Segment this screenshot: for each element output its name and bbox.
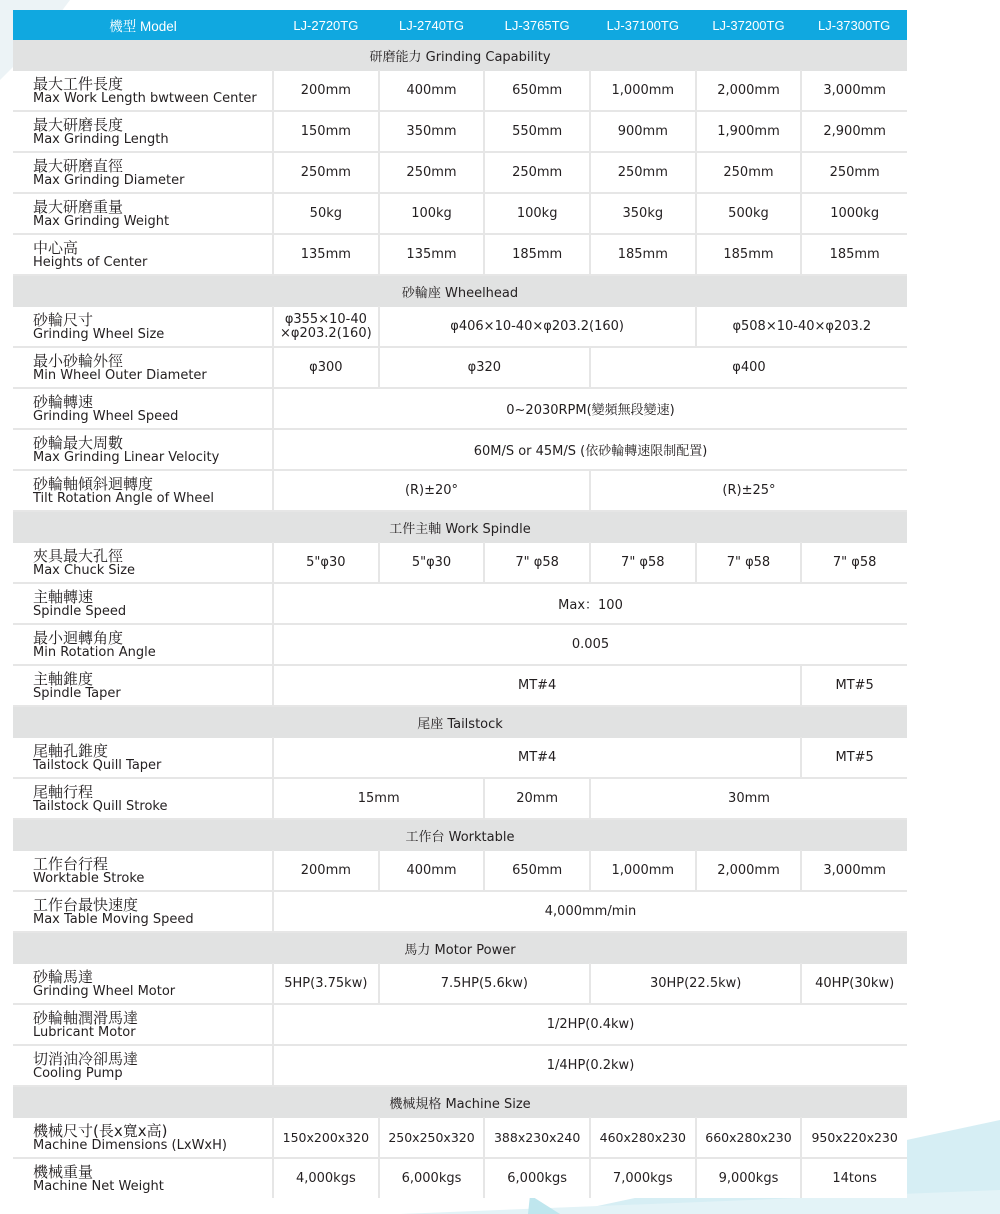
table-row: [13, 111, 907, 152]
table-cell: 5"φ30: [379, 543, 485, 584]
model-header-cell: LJ-37300TG: [801, 10, 907, 40]
table-cell: 1,000mm: [590, 71, 696, 112]
table-cell: 950x220x230: [801, 1118, 907, 1159]
table-cell: 9,000kgs: [696, 1158, 802, 1198]
row-label-zh: 砂輪軸潤滑馬達: [33, 1008, 139, 1027]
row-label-en: Max Grinding Linear Velocity: [33, 449, 220, 465]
row-label-zh: 砂輪馬達: [33, 967, 94, 986]
table-cell: 1/4HP(0.2kw): [273, 1045, 907, 1086]
table-cell: (R)±25°: [590, 470, 907, 511]
table-cell: MT#5: [801, 665, 907, 706]
section-title: 砂輪座 Wheelhead: [13, 275, 907, 307]
row-label-en: Grinding Wheel Speed: [33, 408, 179, 424]
table-cell: 650mm: [484, 71, 590, 112]
table-cell: MT#4: [273, 738, 801, 779]
table-cell: φ300: [273, 347, 379, 388]
table-row: [13, 738, 907, 779]
row-label-zh: 最大工件長度: [33, 74, 124, 93]
row-label: [13, 193, 273, 234]
table-cell: 2,000mm: [696, 71, 802, 112]
table-cell: 250x250x320: [379, 1118, 485, 1159]
row-label-en: Worktable Stroke: [33, 870, 145, 886]
section-header-motor: [13, 932, 907, 964]
table-cell: 500kg: [696, 193, 802, 234]
section-title: 工作台 Worktable: [13, 819, 907, 851]
model-header-cell: LJ-2740TG: [379, 10, 485, 40]
row-label-en: Max Chuck Size: [33, 562, 136, 578]
table-cell: 200mm: [273, 71, 379, 112]
section-header-grinding: [13, 40, 907, 71]
table-row: [13, 891, 907, 932]
table-row: [13, 193, 907, 234]
table-cell: MT#4: [273, 665, 801, 706]
table-row: [13, 347, 907, 388]
table-cell: φ320: [379, 347, 590, 388]
row-label-zh: 主軸轉速: [33, 587, 94, 606]
table-cell: 15mm: [273, 778, 484, 819]
row-label: [13, 851, 273, 892]
table-row: [13, 778, 907, 819]
model-header-cell: LJ-37200TG: [696, 10, 802, 40]
row-label-zh: 砂輪尺寸: [33, 310, 94, 329]
row-label: [13, 738, 273, 779]
row-label-zh: 工作台最快速度: [33, 895, 139, 914]
table-cell: 185mm: [590, 234, 696, 275]
section-header-spindle: [13, 511, 907, 543]
table-cell: 460x280x230: [590, 1118, 696, 1159]
table-cell: 7,000kgs: [590, 1158, 696, 1198]
table-row: [13, 964, 907, 1005]
table-row: [13, 71, 907, 112]
model-header-row: [13, 10, 907, 40]
table-cell: 388x230x240: [484, 1118, 590, 1159]
row-label-zh: 主軸錐度: [33, 669, 94, 688]
spec-table: [13, 10, 907, 1198]
table-cell: (R)±20°: [273, 470, 590, 511]
row-label: [13, 307, 273, 348]
row-label-en: Heights of Center: [33, 254, 148, 270]
table-cell: 660x280x230: [696, 1118, 802, 1159]
table-cell: 1000kg: [801, 193, 907, 234]
row-label-zh: 砂輪轉速: [33, 392, 94, 411]
table-cell: 1/2HP(0.4kw): [273, 1004, 907, 1045]
table-cell: 7" φ58: [801, 543, 907, 584]
row-label-en: Cooling Pump: [33, 1065, 123, 1081]
row-label-en: Spindle Taper: [33, 685, 121, 701]
row-label: [13, 624, 273, 665]
table-cell: 0~2030RPM(變頻無段變速): [273, 388, 907, 429]
row-label-en: Grinding Wheel Size: [33, 326, 165, 342]
row-label-zh: 切消油冷卻馬達: [33, 1049, 139, 1068]
table-cell: 250mm: [801, 152, 907, 193]
table-cell: 100kg: [484, 193, 590, 234]
row-label-en: Min Wheel Outer Diameter: [33, 367, 207, 383]
row-label-zh: 機械重量: [33, 1162, 94, 1181]
table-cell: 900mm: [590, 111, 696, 152]
table-cell: 135mm: [273, 234, 379, 275]
table-cell: 185mm: [801, 234, 907, 275]
table-cell: 250mm: [484, 152, 590, 193]
row-label: [13, 71, 273, 112]
row-label-zh: 最大研磨長度: [33, 115, 124, 134]
table-cell: 250mm: [696, 152, 802, 193]
section-header-tailstock: [13, 706, 907, 738]
table-cell: 14tons: [801, 1158, 907, 1198]
row-label-en: Min Rotation Angle: [33, 644, 156, 660]
table-row: [13, 152, 907, 193]
row-label-en: Max Grinding Length: [33, 131, 169, 147]
table-cell: 135mm: [379, 234, 485, 275]
table-cell: MT#5: [801, 738, 907, 779]
table-cell: 1,900mm: [696, 111, 802, 152]
table-cell: 7" φ58: [590, 543, 696, 584]
section-header-worktable: [13, 819, 907, 851]
row-label-en: Machine Dimensions (LxWxH): [33, 1137, 227, 1153]
row-label-en: Tailstock Quill Stroke: [33, 798, 168, 814]
table-cell: 30HP(22.5kw): [590, 964, 801, 1005]
table-cell: 350mm: [379, 111, 485, 152]
row-label-en: Tilt Rotation Angle of Wheel: [33, 490, 214, 506]
table-cell: 5"φ30: [273, 543, 379, 584]
table-cell: φ355×10-40 ×φ203.2(160): [273, 307, 379, 348]
table-row: [13, 583, 907, 624]
table-cell: 60M/S or 45M/S (依砂輪轉速限制配置): [273, 429, 907, 470]
table-row: [13, 1118, 907, 1159]
row-label-zh: 工作台行程: [33, 854, 109, 873]
table-cell: 20mm: [484, 778, 590, 819]
section-title: 機械規格 Machine Size: [13, 1086, 907, 1118]
table-cell: 7" φ58: [696, 543, 802, 584]
table-cell: 150x200x320: [273, 1118, 379, 1159]
table-cell: 50kg: [273, 193, 379, 234]
row-label: [13, 111, 273, 152]
row-label-zh: 尾軸行程: [33, 782, 94, 801]
row-label-en: Max Work Length bwtween Center: [33, 90, 257, 106]
row-label-zh: 機械尺寸(長x寬x高): [33, 1121, 168, 1140]
row-label-zh: 中心高: [33, 238, 79, 257]
table-cell: 650mm: [484, 851, 590, 892]
table-cell: 250mm: [590, 152, 696, 193]
row-label: [13, 778, 273, 819]
row-label-zh: 最小迴轉角度: [33, 628, 124, 647]
row-label: [13, 1045, 273, 1086]
row-label-en: Grinding Wheel Motor: [33, 983, 176, 999]
row-label: [13, 470, 273, 511]
row-label: [13, 1004, 273, 1045]
model-header-cell: LJ-2720TG: [273, 10, 379, 40]
row-label: [13, 1118, 273, 1159]
row-label: [13, 1158, 273, 1198]
row-label: [13, 388, 273, 429]
table-cell: 400mm: [379, 851, 485, 892]
row-label-zh: 最大研磨重量: [33, 197, 124, 216]
row-label-zh: 砂輪最大周數: [33, 433, 124, 452]
row-label: [13, 891, 273, 932]
table-cell: 100kg: [379, 193, 485, 234]
section-header-wheelhead: [13, 275, 907, 307]
table-row: [13, 665, 907, 706]
row-label-zh: 尾軸孔錐度: [33, 741, 109, 760]
row-label: [13, 347, 273, 388]
table-cell: 2,900mm: [801, 111, 907, 152]
model-header-cell: LJ-37100TG: [590, 10, 696, 40]
row-label: [13, 583, 273, 624]
row-label-en: Lubricant Motor: [33, 1024, 136, 1040]
table-cell: 7" φ58: [484, 543, 590, 584]
row-label-zh: 最小砂輪外徑: [33, 351, 124, 370]
table-cell: 200mm: [273, 851, 379, 892]
table-cell: 6,000kgs: [484, 1158, 590, 1198]
table-cell: 1,000mm: [590, 851, 696, 892]
model-header-cell: LJ-3765TG: [484, 10, 590, 40]
table-row: [13, 624, 907, 665]
table-cell: 250mm: [273, 152, 379, 193]
table-cell: 3,000mm: [801, 851, 907, 892]
table-row: [13, 851, 907, 892]
table-row: [13, 307, 907, 348]
table-cell: 250mm: [379, 152, 485, 193]
table-cell: 30mm: [590, 778, 907, 819]
row-label: [13, 429, 273, 470]
table-row: [13, 388, 907, 429]
row-label-zh: 夾具最大孔徑: [33, 546, 124, 565]
row-label-en: Max Grinding Diameter: [33, 172, 185, 188]
table-cell: 3,000mm: [801, 71, 907, 112]
table-row: [13, 1045, 907, 1086]
table-cell: 7.5HP(5.6kw): [379, 964, 590, 1005]
row-label: [13, 152, 273, 193]
section-title: 工件主軸 Work Spindle: [13, 511, 907, 543]
table-cell: 185mm: [696, 234, 802, 275]
row-label-en: Max Grinding Weight: [33, 213, 170, 229]
row-label: [13, 665, 273, 706]
table-row: [13, 429, 907, 470]
table-cell: 4,000kgs: [273, 1158, 379, 1198]
table-cell: 6,000kgs: [379, 1158, 485, 1198]
row-label: [13, 234, 273, 275]
table-cell: 150mm: [273, 111, 379, 152]
row-label-en: Machine Net Weight: [33, 1178, 164, 1194]
table-cell: 4,000mm/min: [273, 891, 907, 932]
table-cell: 350kg: [590, 193, 696, 234]
table-row: [13, 1004, 907, 1045]
section-title: 尾座 Tailstock: [13, 706, 907, 738]
section-header-machine: [13, 1086, 907, 1118]
table-cell: 185mm: [484, 234, 590, 275]
row-label-zh: 砂輪軸傾斜迴轉度: [33, 474, 154, 493]
table-cell: φ406×10-40×φ203.2(160): [379, 307, 696, 348]
table-row: [13, 543, 907, 584]
section-title: 馬力 Motor Power: [13, 932, 907, 964]
row-label: [13, 964, 273, 1005]
table-cell: φ400: [590, 347, 907, 388]
row-label-en: Tailstock Quill Taper: [33, 757, 162, 773]
table-row: [13, 234, 907, 275]
row-label-en: Spindle Speed: [33, 603, 127, 619]
row-label-en: Max Table Moving Speed: [33, 911, 194, 927]
row-label: [13, 543, 273, 584]
table-cell: 550mm: [484, 111, 590, 152]
row-label-zh: 最大研磨直徑: [33, 156, 124, 175]
table-cell: 2,000mm: [696, 851, 802, 892]
section-title: 研磨能力 Grinding Capability: [13, 40, 907, 71]
table-cell: φ508×10-40×φ203.2: [696, 307, 907, 348]
table-cell: 40HP(30kw): [801, 964, 907, 1005]
table-row: [13, 470, 907, 511]
table-cell: 5HP(3.75kw): [273, 964, 379, 1005]
model-header-label: 機型 Model: [13, 10, 273, 40]
table-cell: 0.005: [273, 624, 907, 665]
table-row: [13, 1158, 907, 1198]
table-cell: Max：100: [273, 583, 907, 624]
table-cell: 400mm: [379, 71, 485, 112]
